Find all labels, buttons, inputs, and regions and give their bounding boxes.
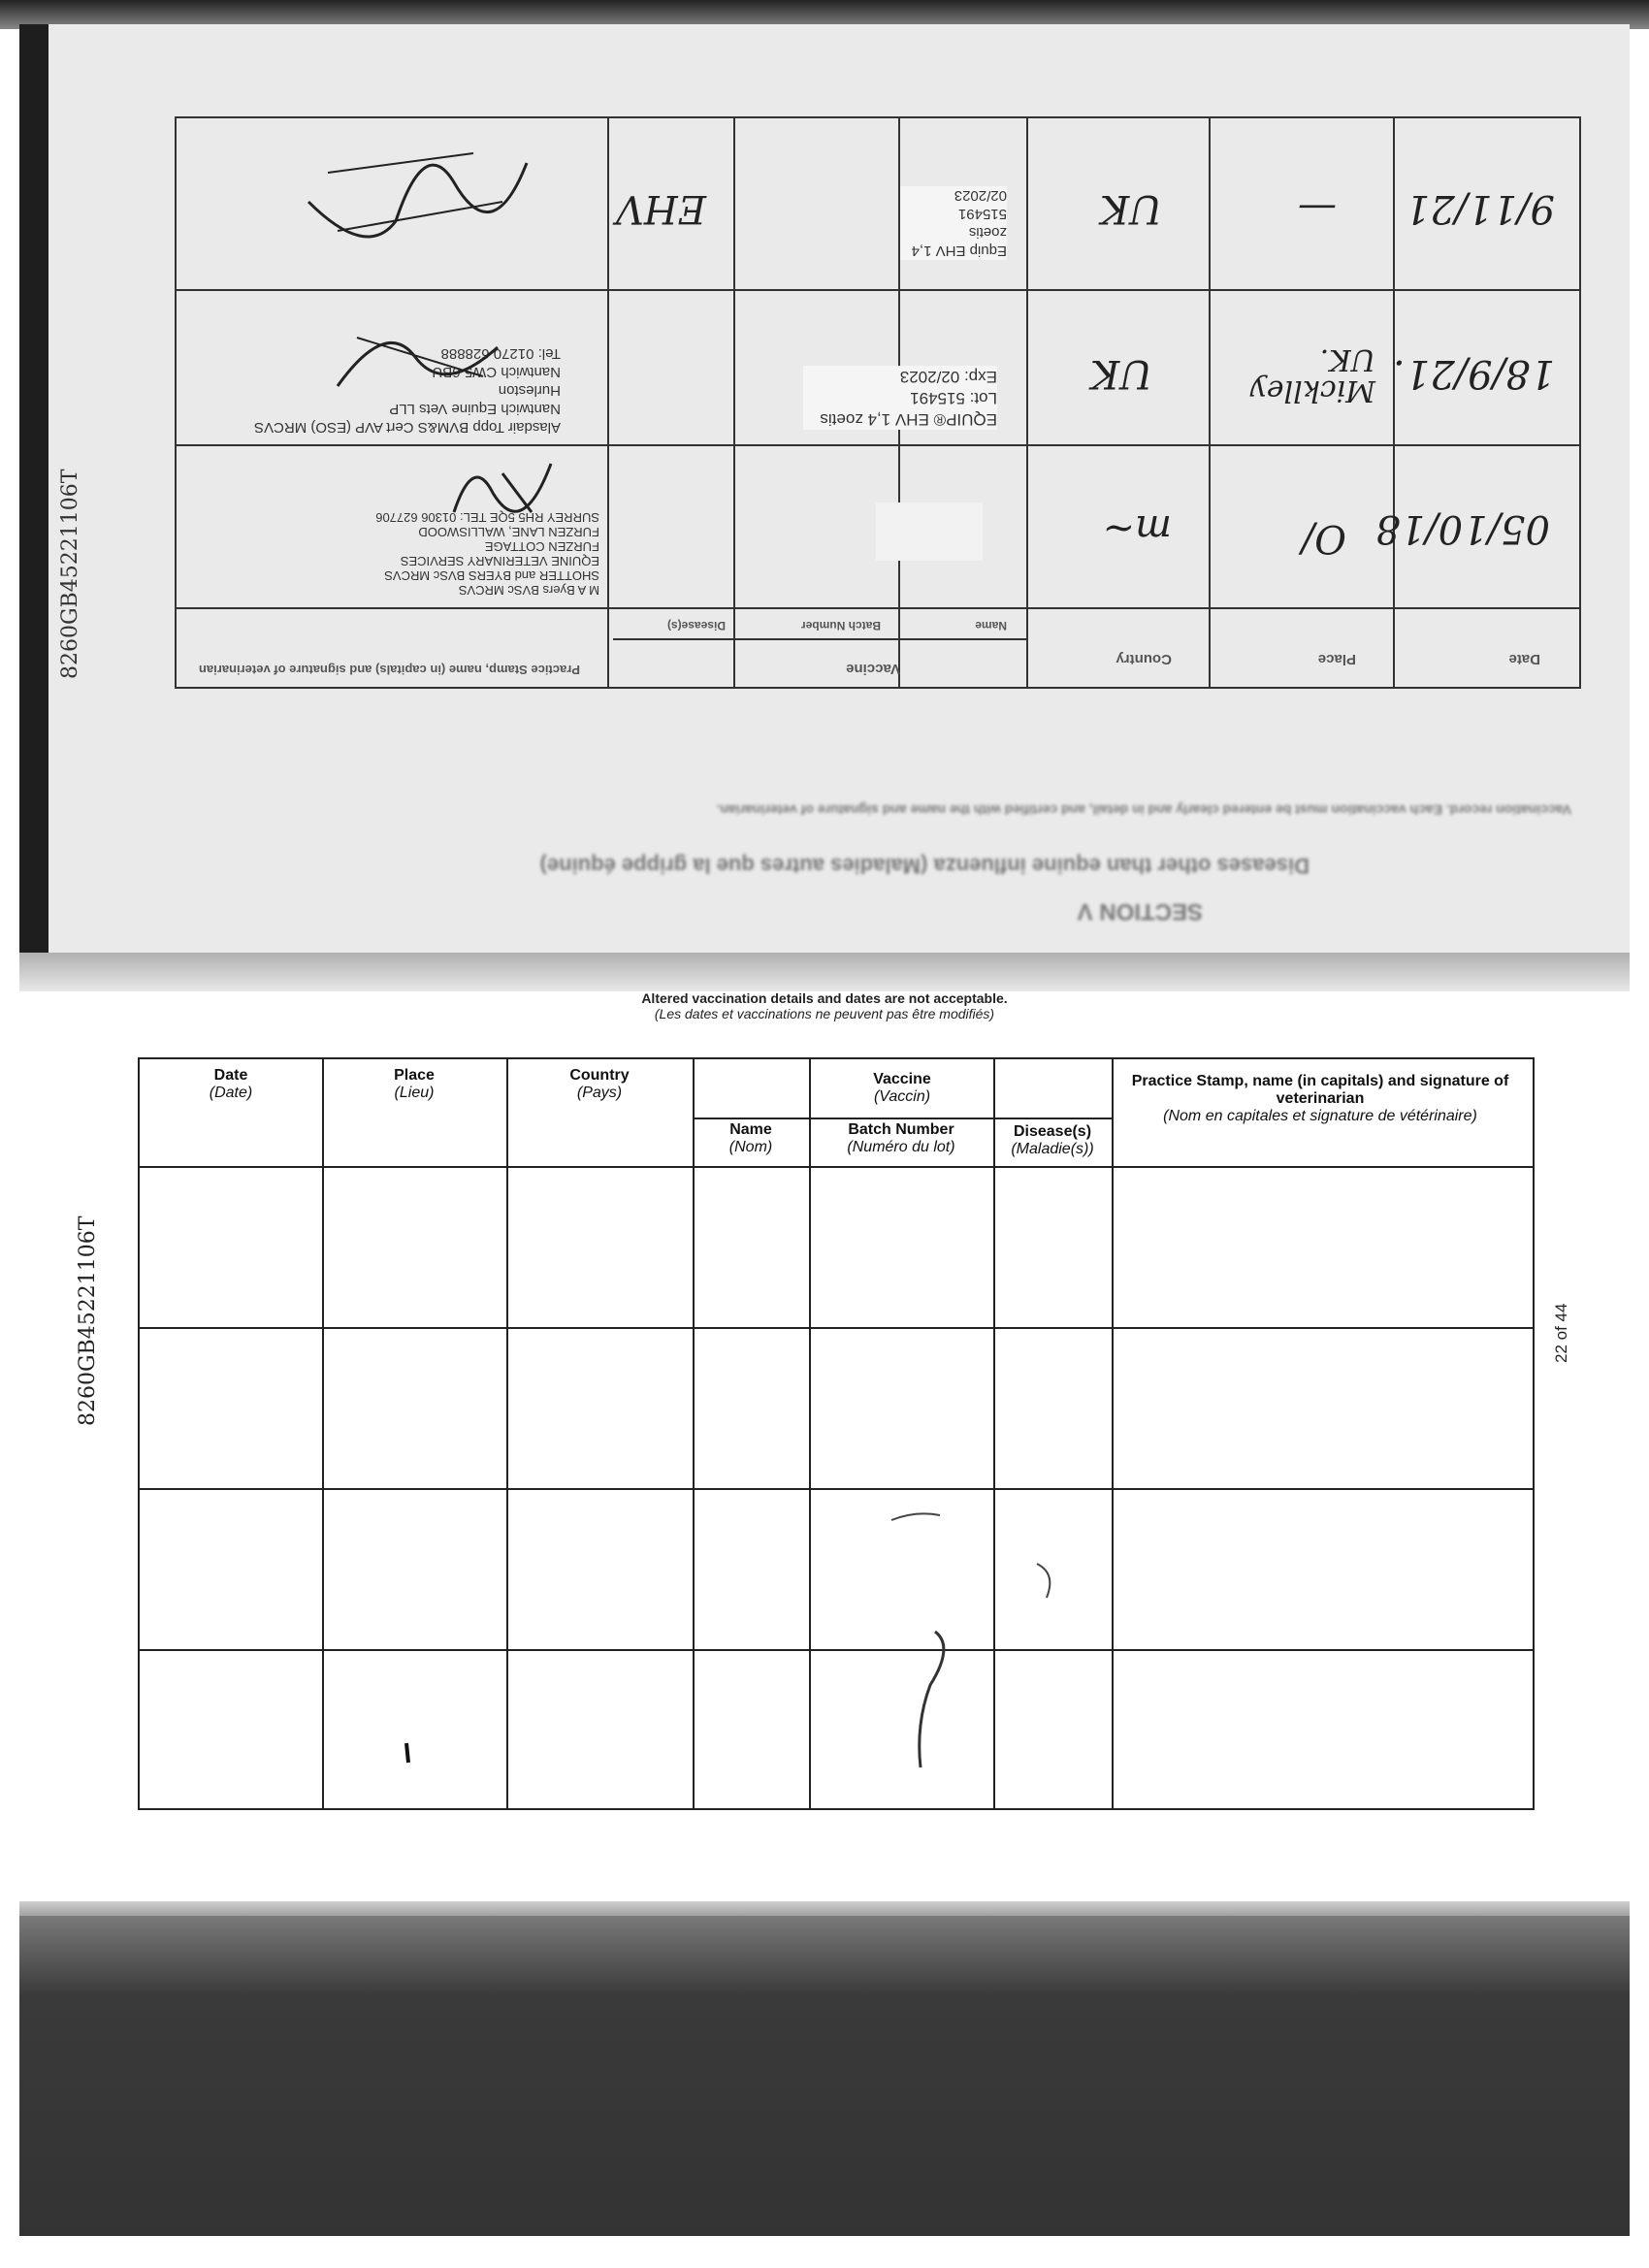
entry-2-date: 18/9/21.: [1393, 351, 1555, 396]
entry-1-vaccine-label: [876, 502, 983, 561]
header-practice-stamp: Practice Stamp, name (in capitals) and signature of veterinarian (Nom en capitales et signature de vétérinaire): [1131, 1073, 1509, 1124]
entry-2-vaccine-label: EQUIP® EHV 1,4 zoetis Lot: 515491 Exp: 02/2023: [803, 366, 997, 430]
header-batch-number: Batch Number (Numéro du lot): [847, 1121, 955, 1155]
page-number: 22 of 44: [1552, 1303, 1570, 1363]
section-instructions: Vaccination record. Each vaccination must be entered clearly and in detail, and certified with the name and signature of veterinarian.: [716, 802, 1571, 818]
header-place: Place (Lieu): [394, 1067, 435, 1101]
upper-serial: 8260GB45221106T: [58, 469, 82, 679]
header-diseases: Disease(s) (Maladie(s)): [1011, 1123, 1094, 1157]
entry-3-place: —: [1298, 186, 1337, 231]
lower-serial: 8260GB45221106T: [76, 1215, 100, 1426]
entry-2-stamp: Alasdair Topp BVM&S Cert AVP (ESO) MRCVS Nantwich Equine Vets LLP Hurleston Nantwich CW5 6BU Tel: 01270 628888: [254, 345, 561, 436]
header-name: Name (Nom): [728, 1121, 773, 1155]
pen-mark: [887, 1501, 945, 1530]
entry-3-vaccine-label: Equip EHV 1,4 zoetis 515491 02/2023: [900, 186, 1007, 260]
section-label: SECTION V: [1077, 898, 1203, 924]
upper-header-date: Date: [1508, 651, 1540, 667]
scan-edge-left: [19, 24, 48, 956]
book-fold: [19, 953, 1630, 991]
pen-mark: [896, 1627, 954, 1772]
pen-mark: [1027, 1554, 1066, 1603]
signature-mark-3: [299, 134, 532, 260]
entry-3-country: UK: [1100, 186, 1162, 231]
upper-header-place: Place: [1317, 651, 1356, 667]
upper-header-name: Name: [975, 619, 1007, 632]
entry-1-country: m~: [1102, 506, 1172, 551]
altered-notice-fr: (Les dates et vaccinations ne peuvent pas être modifiés): [654, 1006, 995, 1021]
upper-header-country: Country: [1116, 651, 1172, 667]
header-vaccine: Vaccine (Vaccin): [873, 1071, 931, 1105]
header-country: Country (Pays): [569, 1067, 630, 1101]
entry-3-disease: EHV: [616, 186, 706, 231]
entry-1-date: 05/10/18: [1375, 506, 1550, 551]
entry-2-country: UK: [1090, 351, 1152, 396]
upper-header-batch: Batch Number: [800, 619, 881, 632]
signature-mark-2: [328, 318, 502, 405]
upper-vaccination-table: [175, 116, 1581, 689]
section-title: Diseases other than equine influenza (Maladies autres que la grippe équine): [539, 854, 1310, 878]
header-date: Date (Date): [209, 1067, 253, 1101]
vaccination-table: [138, 1057, 1535, 1810]
pen-mark: [397, 1738, 416, 1767]
altered-notice: Altered vaccination details and dates are not acceptable.: [641, 990, 1008, 1006]
scan-edge-bottom: [19, 1916, 1630, 2236]
upper-header-stamp: Practice Stamp, name (in capitals) and signature of veterinarian: [198, 663, 580, 677]
upper-header-vaccine: Vaccine: [846, 661, 900, 677]
entry-2-place: Micklley UK.: [1249, 342, 1375, 407]
entry-3-date: 9/11/21: [1405, 186, 1555, 231]
upper-header-disease: Disease(s): [666, 619, 726, 632]
upper-page-rotated: [48, 24, 1630, 956]
signature-mark-1: [444, 444, 561, 532]
entry-1-place: O/: [1301, 516, 1346, 561]
upper-page: [48, 24, 1630, 956]
entry-1-stamp: M A Byers BVSc MRCVS SHOTTER and BYERS BVSc MRCVS EQUINE VETERINARY SERVICES FURZEN COTTAGE FURZEN LANE, WALLISWOOD SURREY RH5 5QE TEL: 01306 627706: [375, 510, 599, 598]
